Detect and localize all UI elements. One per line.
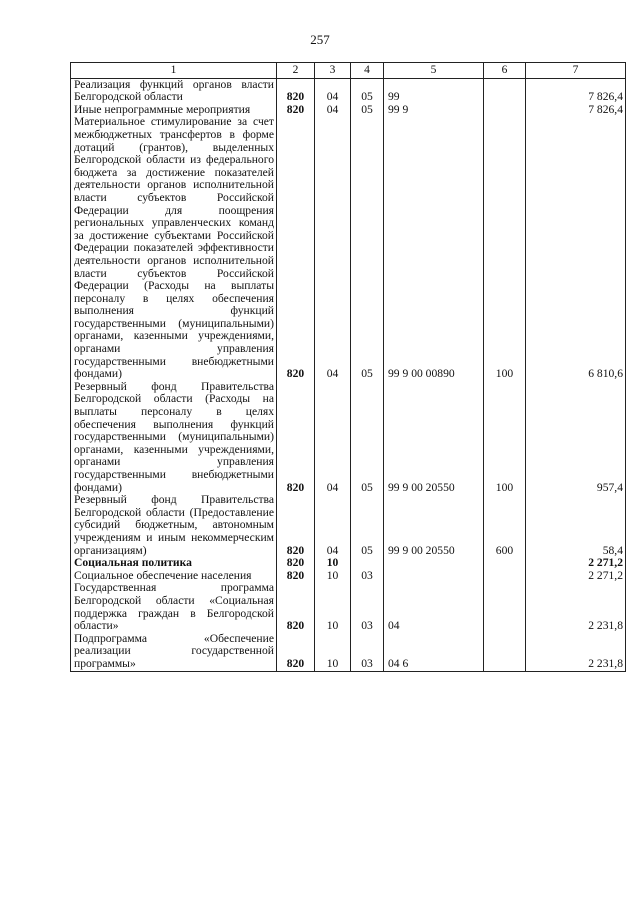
row-name: Иные непрограммные мероприятия [71, 104, 277, 117]
section-code: 10 [315, 557, 351, 570]
column-header: 1 [71, 63, 277, 79]
expense-type-code [484, 104, 526, 117]
ministry-code: 820 [277, 570, 315, 583]
subsection-code [351, 557, 384, 570]
row-name: Государственная программа Белгородской области «Социальная поддержка граждан в Белгородской области» [71, 582, 277, 632]
expense-type-code [484, 557, 526, 570]
section-code: 04 [315, 104, 351, 117]
expense-type-code: 600 [484, 494, 526, 557]
section-code: 04 [315, 116, 351, 380]
expense-type-code [484, 633, 526, 671]
expense-type-code [484, 582, 526, 632]
subsection-code: 05 [351, 116, 384, 380]
subsection-code: 05 [351, 78, 384, 104]
page-number: 257 [310, 32, 330, 47]
target-article-code: 99 [384, 78, 484, 104]
ministry-code: 820 [277, 494, 315, 557]
target-article-code: 04 6 [384, 633, 484, 671]
table-header-row [71, 63, 626, 79]
row-name: Резервный фонд Правительства Белгородской области (Расходы на выплаты персоналу в целях обеспечения выполнения функций государственными (муниципальными) органами, казенными учреждениями, органами управления государственными внебюджетными фондами) [71, 381, 277, 494]
row-name: Подпрограмма «Обеспечение реализации государственной программы» [71, 633, 277, 671]
ministry-code: 820 [277, 381, 315, 494]
expense-type-code [484, 570, 526, 583]
target-article-code: 99 9 00 00890 [384, 116, 484, 380]
column-header: 2 [277, 63, 315, 79]
column-header: 4 [351, 63, 384, 79]
table-row [71, 582, 626, 632]
amount: 2 271,2 [526, 557, 626, 570]
table-row [71, 633, 626, 671]
amount: 2 271,2 [526, 570, 626, 583]
subsection-code: 05 [351, 494, 384, 557]
ministry-code: 820 [277, 557, 315, 570]
column-header: 3 [315, 63, 351, 79]
table-row [71, 381, 626, 494]
row-name: Социальное обеспечение населения [71, 570, 277, 583]
table-row [71, 116, 626, 380]
target-article-code: 99 9 00 20550 [384, 494, 484, 557]
target-article-code: 04 [384, 582, 484, 632]
amount: 6 810,6 [526, 116, 626, 380]
amount: 957,4 [526, 381, 626, 494]
section-code: 04 [315, 381, 351, 494]
expense-type-code: 100 [484, 116, 526, 380]
target-article-code: 99 9 [384, 104, 484, 117]
column-header: 5 [384, 63, 484, 79]
ministry-code: 820 [277, 78, 315, 104]
subsection-code: 03 [351, 582, 384, 632]
section-code: 10 [315, 582, 351, 632]
ministry-code: 820 [277, 582, 315, 632]
target-article-code [384, 570, 484, 583]
subsection-code: 05 [351, 381, 384, 494]
row-name: Материальное стимулирование за счет межбюджетных трансфертов в форме дотаций (грантов), выделенных Белгородской области из федерального бюджета за достижение показателей деятельности органов исполнительной власти субъектов Российской Федерации для поощрения региональных управленческих команд за достижение субъектами Российской Федерации показателей эффективности деятельности органов исполнительной власти субъектов Российской Федерации (Расходы на выплаты персоналу в целях обеспечения выполнения функций государственными (муниципальными) органами, казенными учреждениями, органами управления государственными внебюджетными фондами) [71, 116, 277, 380]
subsection-code: 03 [351, 633, 384, 671]
section-code: 10 [315, 633, 351, 671]
expense-type-code [484, 78, 526, 104]
row-name: Резервный фонд Правительства Белгородской области (Предоставление субсидий бюджетным, автономным учреждениям и иным некоммерческим организациям) [71, 494, 277, 557]
table-row [71, 494, 626, 557]
amount: 7 826,4 [526, 78, 626, 104]
amount: 58,4 [526, 494, 626, 557]
ministry-code: 820 [277, 104, 315, 117]
budget-table [70, 62, 626, 672]
amount: 2 231,8 [526, 582, 626, 632]
ministry-code: 820 [277, 116, 315, 380]
target-article-code: 99 9 00 20550 [384, 381, 484, 494]
table-row [71, 78, 626, 104]
subsection-code: 05 [351, 104, 384, 117]
expense-type-code: 100 [484, 381, 526, 494]
column-header: 6 [484, 63, 526, 79]
section-code: 04 [315, 78, 351, 104]
column-header: 7 [526, 63, 626, 79]
amount: 2 231,8 [526, 633, 626, 671]
target-article-code [384, 557, 484, 570]
row-name: Реализация функций органов власти Белгородской области [71, 78, 277, 104]
section-code: 04 [315, 494, 351, 557]
row-name: Социальная политика [71, 557, 277, 570]
amount: 7 826,4 [526, 104, 626, 117]
ministry-code: 820 [277, 633, 315, 671]
table-row [71, 557, 626, 570]
subsection-code: 03 [351, 570, 384, 583]
section-code: 10 [315, 570, 351, 583]
